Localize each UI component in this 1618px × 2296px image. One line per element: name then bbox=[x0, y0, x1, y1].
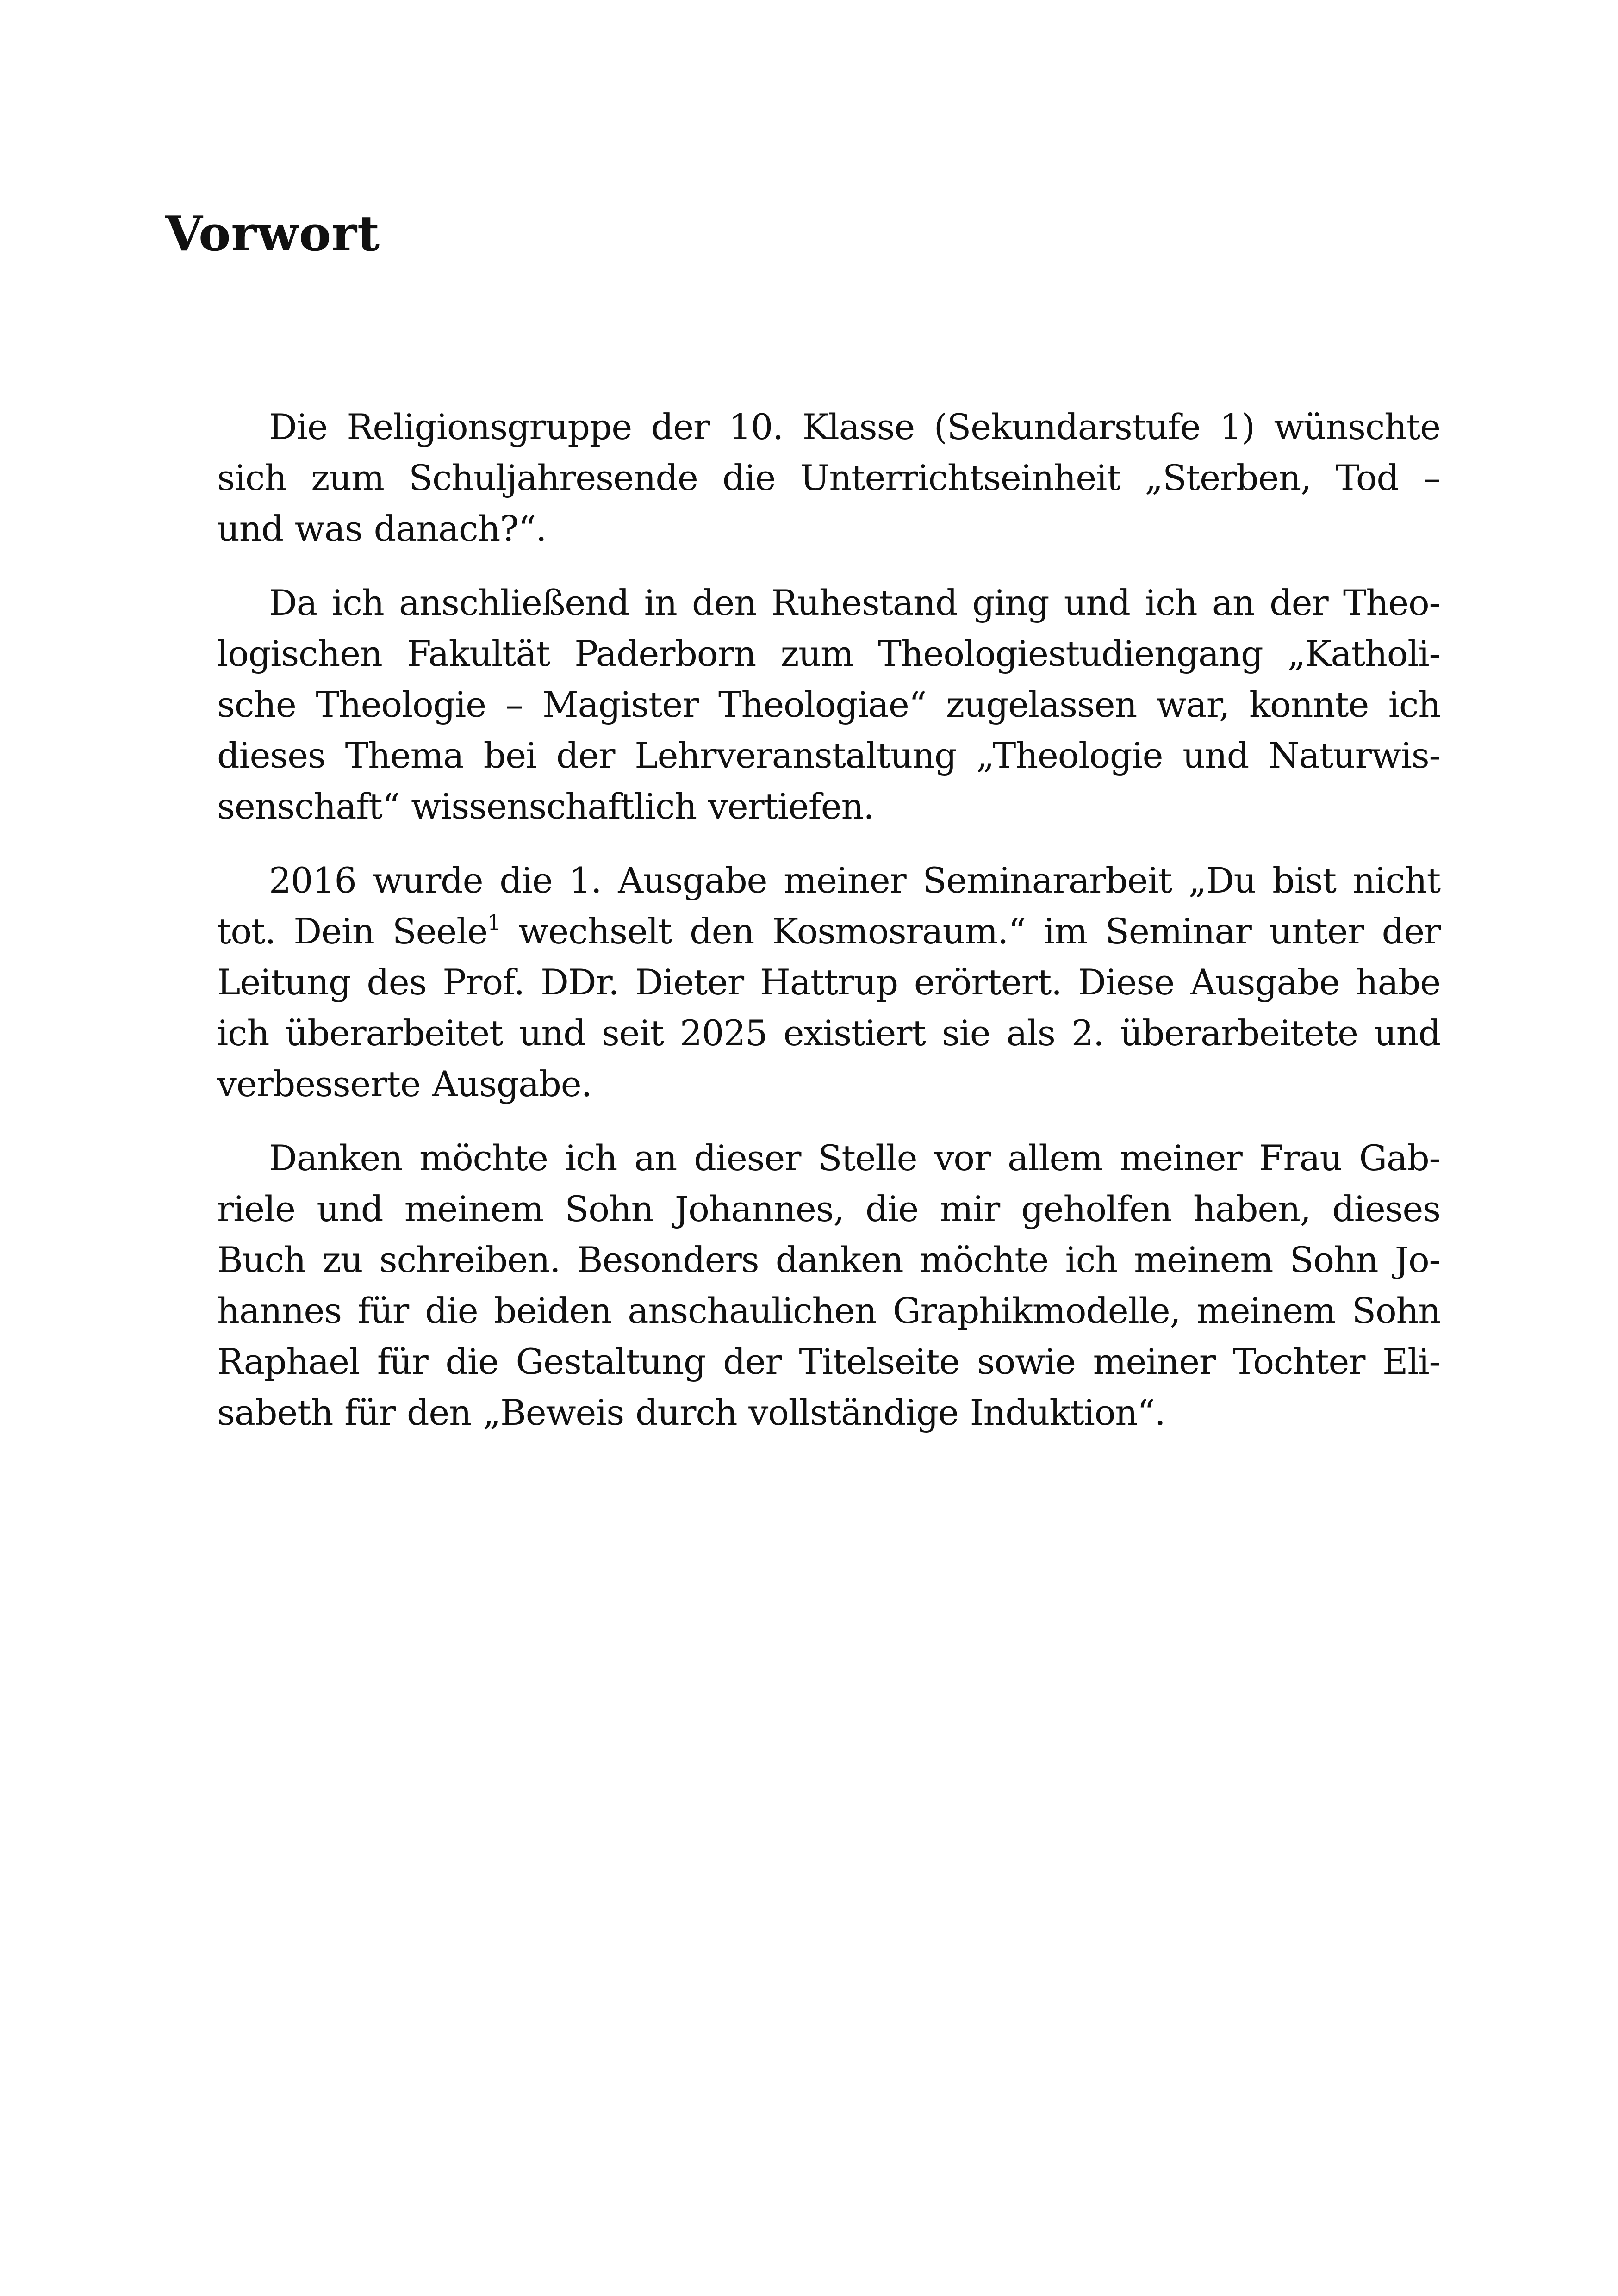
text-line: Leitung des Prof. DDr. Dieter Hattrup erörtert. Diese Ausgabe habe bbox=[217, 962, 1440, 1003]
text-fragment: wechselt den Kosmosraum.“ im Seminar unter der bbox=[518, 911, 1440, 952]
text-line: ich überarbeitet und seit 2025 existiert sie als 2. überarbeitete und bbox=[217, 1012, 1440, 1054]
text-line: Buch zu schreiben. Besonders danken möchte ich meinem Sohn Jo- bbox=[217, 1239, 1440, 1280]
paragraph-3 bbox=[165, 855, 1440, 1110]
text-line: riele und meinem Sohn Johannes, die mir geholfen haben, dieses bbox=[217, 1188, 1440, 1229]
text-line: Raphael für die Gestaltung der Titelseite sowie meiner Tochter Eli- bbox=[217, 1341, 1440, 1382]
text-fragment: tot. Dein Seele bbox=[217, 911, 488, 952]
body-text bbox=[165, 402, 1440, 1461]
text-line bbox=[165, 906, 1440, 957]
text-line: hannes für die beiden anschaulichen Graphikmodelle, meinem Sohn bbox=[217, 1290, 1440, 1331]
text-line: senschaft“ wissenschaftlich vertiefen. bbox=[217, 786, 874, 827]
paragraph-1 bbox=[165, 402, 1440, 554]
text-line: dieses Thema bei der Lehrveranstaltung „Theologie und Naturwis- bbox=[217, 735, 1440, 776]
paragraph-4 bbox=[165, 1133, 1440, 1438]
text-line: Danken möchte ich an dieser Stelle vor allem meiner Frau Gab- bbox=[269, 1137, 1440, 1179]
text-line: Da ich anschließend in den Ruhestand ging und ich an der Theo- bbox=[269, 582, 1440, 623]
text-line: logischen Fakultät Paderborn zum Theologiestudiengang „Katholi- bbox=[217, 633, 1440, 674]
text-line: sabeth für den „Beweis durch vollständige Induktion“. bbox=[217, 1392, 1165, 1433]
page-title: Vorwort bbox=[165, 205, 380, 262]
text-line: Die Religionsgruppe der 10. Klasse (Sekundarstufe 1) wünschte bbox=[269, 406, 1440, 447]
text-line: verbesserte Ausgabe. bbox=[217, 1063, 592, 1105]
text-line: sich zum Schuljahresende die Unterrichtseinheit „Sterben, Tod – bbox=[217, 457, 1440, 498]
text-line: und was danach?“. bbox=[217, 508, 547, 549]
text-line: 2016 wurde die 1. Ausgabe meiner Seminararbeit „Du bist nicht bbox=[269, 860, 1440, 901]
text-line: sche Theologie – Magister Theologiae“ zugelassen war, konnte ich bbox=[217, 684, 1440, 725]
paragraph-2 bbox=[165, 577, 1440, 832]
footnote-marker: 1 bbox=[487, 910, 501, 935]
